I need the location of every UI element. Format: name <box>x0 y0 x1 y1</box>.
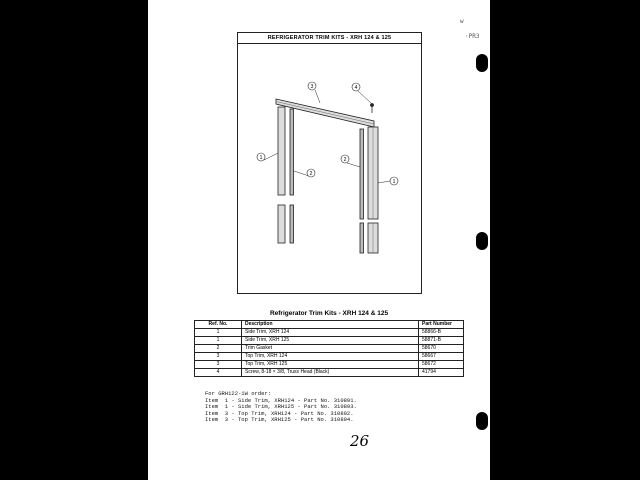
table-title: Refrigerator Trim Kits - XRH 124 & 125 <box>269 310 389 317</box>
exploded-view-figure <box>237 32 422 294</box>
description-cell: Trim Gasket <box>242 345 419 353</box>
description-cell: Top Trim, XRH 124 <box>242 353 419 361</box>
description-cell: Side Trim, XRH 125 <box>242 337 419 345</box>
table-row <box>195 345 464 353</box>
table-row <box>195 329 464 337</box>
table-row <box>195 369 464 377</box>
left-gasket-part <box>290 109 294 243</box>
right-side-trim-part <box>368 127 378 253</box>
trim-kit-drawing <box>238 43 421 293</box>
notes-header: For GRH122-1W order: <box>205 390 272 397</box>
column-header: Part Number <box>419 321 464 329</box>
callout-2 <box>307 169 315 177</box>
callout-3 <box>308 82 316 90</box>
ref-cell: 2 <box>195 345 242 353</box>
description-cell: Screw, 8-18 × 3/8, Truss Head (Black) <box>242 369 419 377</box>
svg-text:1: 1 <box>259 155 263 161</box>
part-number-cell: 58672 <box>419 361 464 369</box>
scan-edge <box>490 0 640 480</box>
corner-mark: w <box>460 18 464 25</box>
ref-cell: 1 <box>195 329 242 337</box>
svg-text:3: 3 <box>310 84 314 90</box>
svg-text:2: 2 <box>309 171 313 177</box>
column-header: Ref. No. <box>195 321 242 329</box>
part-number-cell: 58871-B <box>419 337 464 345</box>
table-row <box>195 353 464 361</box>
notes-line: Item 1 - Side Trim, XRH124 - Part No. 310891. <box>205 396 357 404</box>
ref-cell: 4 <box>195 369 242 377</box>
description-cell: Top Trim, XRH 125 <box>242 361 419 369</box>
binder-hole <box>476 232 488 250</box>
notes-line: Item 1 - Side Trim, XRH125 - Part No. 310893. <box>205 403 357 410</box>
table-row <box>195 361 464 369</box>
figure-title: REFRIGERATOR TRIM KITS - XRH 124 & 125 <box>238 33 421 44</box>
right-gasket-part <box>360 129 364 253</box>
svg-text:4: 4 <box>354 85 358 91</box>
ref-cell: 1 <box>195 337 242 345</box>
notes-line: Item 3 - Top Trim, XRH124 - Part No. 310892. <box>205 409 354 417</box>
part-number-cell: 41794 <box>419 369 464 377</box>
binder-hole <box>476 54 488 72</box>
part-number-cell: 58670 <box>419 345 464 353</box>
svg-text:2: 2 <box>343 157 347 163</box>
page-number: 26 <box>350 432 370 450</box>
order-notes <box>205 391 357 424</box>
ref-cell: 3 <box>195 353 242 361</box>
description-cell: Side Trim, XRH 124 <box>242 329 419 337</box>
parts-table <box>194 320 464 377</box>
svg-text:1: 1 <box>392 179 396 185</box>
left-side-trim-part <box>278 107 285 243</box>
callout-1 <box>390 177 398 185</box>
callout-2 <box>341 155 349 163</box>
column-header: Description <box>242 321 419 329</box>
part-number-cell: 58866-B <box>419 329 464 337</box>
notes-line: Item 3 - Top Trim, XRH125 - Part No. 310894. <box>205 416 354 423</box>
ref-cell: 3 <box>195 361 242 369</box>
screw-part <box>371 104 374 114</box>
binder-hole <box>476 412 488 430</box>
callout-1 <box>257 153 265 161</box>
callout-4 <box>352 83 360 91</box>
table-header-row <box>195 321 464 329</box>
table-row <box>195 337 464 345</box>
corner-mark: ·PR3 <box>465 33 480 40</box>
part-number-cell: 58667 <box>419 353 464 361</box>
